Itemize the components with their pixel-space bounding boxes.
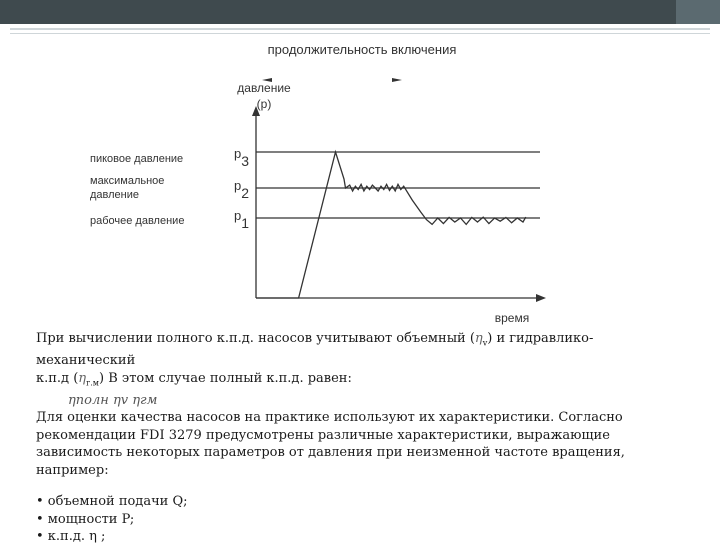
x-axis-arrow bbox=[536, 294, 546, 302]
slide-header-rule bbox=[10, 28, 710, 30]
level-symbol-p2: p2 bbox=[234, 178, 250, 201]
pressure-time-chart bbox=[0, 36, 720, 326]
pressure-series-line bbox=[256, 152, 526, 298]
duration-arrow-right bbox=[392, 78, 402, 82]
level-label-p3: пиковое давление bbox=[90, 153, 184, 165]
bullet-efficiency: • к.п.д. η ; bbox=[36, 529, 106, 545]
efficiency-formula: ηполн ηv ηгм bbox=[68, 392, 158, 408]
level-symbol-p3: p3 bbox=[234, 146, 250, 169]
slide-body-text bbox=[36, 330, 696, 546]
slide-top-bar-accent bbox=[676, 0, 720, 24]
paragraph-characteristics: Для оценки качества насосов на практике используют их характеристики. Согласно рекомендации FDI 3279 предусмотрены различные характеристики, выражающие зависимость некоторых параметров от давления при неизменной частоте вращения, например: bbox=[36, 410, 625, 478]
y-axis-label-line1: давление bbox=[237, 81, 291, 95]
bullet-power: • мощности P; bbox=[36, 511, 135, 527]
slide-top-bar bbox=[0, 0, 720, 24]
x-axis-label: время bbox=[494, 311, 530, 325]
level-label-p1: рабочее давление bbox=[90, 215, 185, 227]
chart-title: продолжительность включения bbox=[267, 42, 457, 57]
bullet-flow: • объемной подачи Q; bbox=[36, 494, 188, 510]
level-label-p2-line1: максимальное bbox=[90, 175, 165, 187]
slide-header-rule-thin bbox=[10, 33, 710, 34]
level-label-p2-line2: давление bbox=[90, 189, 140, 201]
level-symbol-p1: p1 bbox=[234, 208, 250, 231]
paragraph-efficiency: При вычислении полного к.п.д. насосов учитывают объемный $(\eta_v)$ и гидравлико- механический к.п.д $(\eta_{г.м})$ В этом случае полный к.п.д. равен: bbox=[36, 331, 594, 388]
y-axis-label-line2: (p) bbox=[256, 97, 272, 111]
